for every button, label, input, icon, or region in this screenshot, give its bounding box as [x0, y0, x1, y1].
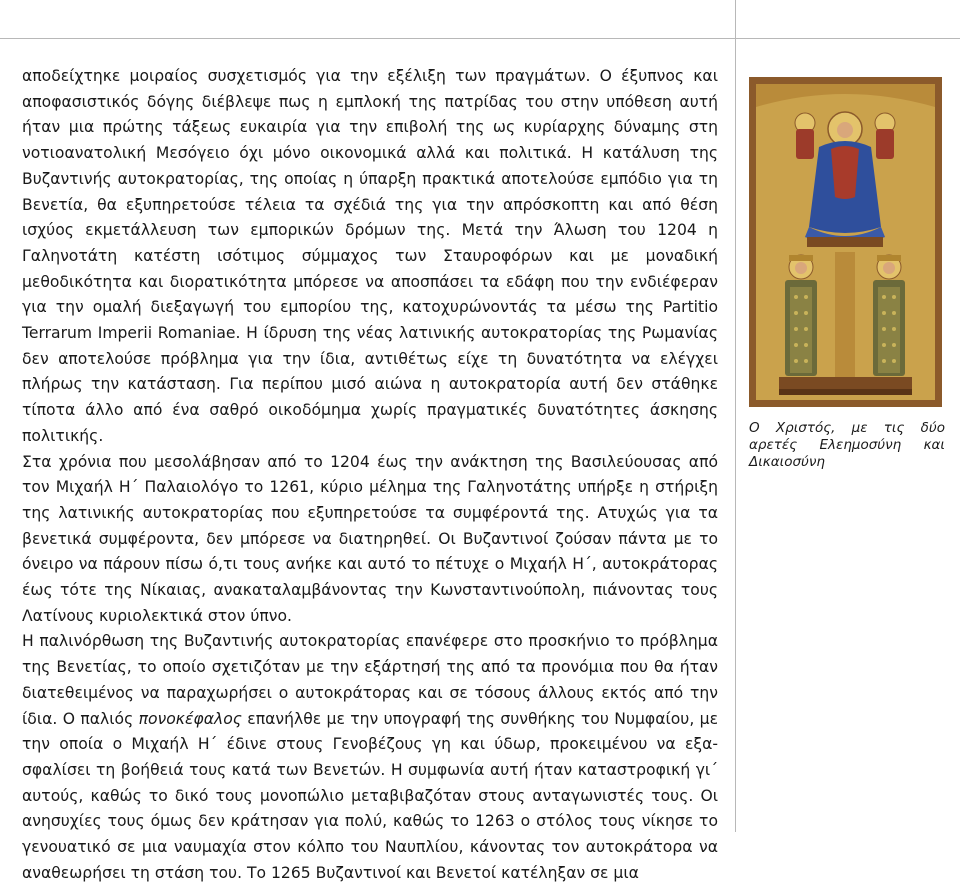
top-rule — [0, 38, 960, 39]
paragraph-1: αποδείχτηκε μοιραίος συσχετισμός για την εξέλιξη των πραγμάτων. Ο έξυπνος και αποφασιστικός δόγης διέβλεψε πως η εμπλοκή της πατρίδας του στην υπόθεση αυτή ήταν μια πρώτης τάξεως ευκαιρία για την επιβολή της ως κυρίαρχης δύναμης στη νοτιοανατολική Μεσόγειο όχι μόνο οικονομικά αλλά και πολιτικά. Η κατάλυση της Βυζαντινής αυτοκρατορίας, της οποίας η ύπαρξη πρακτικά αποτελούσε εμπόδιο για τη Βενετία, θα εξυπηρετούσε τέλεια τα σχέδιά της για την απρόσκοπτη και από θέση ισχύος εκμετάλλευση των εμπορικών δρόμων της. Μετά την Άλωση του 1204 η Γαληνοτάτη κατέστη ισότιμος σύμμαχος των Σταυροφόρων και με μοναδική μεθοδικότητα και διορατικότητα μπόρεσε να αποσπάσει τα εδάφη που την ενδιέφεραν για την ομαλή διεξαγωγή του εμπορίου της, κατοχυρώνοντάς τα μέσω της Partitio Terrarum Imperii Romaniae. Η ίδρυση της νέας λατινικής αυτοκρατορίας της Ρωμανίας δεν αποτελούσε πρόβλημα για την ίδια, αντιθέτως είχε τη δυνατότητα να ελέγχει πλήρως την κατάσταση. Για περίπου μισό αιώνα η αυτοκρατορία αυτή δεν στάθηκε τίποτα άλλο από ένα σαθρό οικοδόμημα χωρίς πραγματικές δυνατότητες άσκησης πολιτικής. — [22, 67, 718, 445]
paragraph-2: Στα χρόνια που μεσολάβησαν από το 1204 έως την ανάκτηση της Βασιλεύουσας από τον Μιχαήλ Η΄ Παλαιολόγο το 1261, κύριο μέλημα της Γαληνοτάτης υπήρξε η στήριξη της λατινικής αυτοκρατορίας που εξυπηρετούσε τα συμφέροντά της. Ατυχώς για τα βενετικά συμφέροντα, δεν μπόρεσε να διατηρηθεί. Οι Βυζαντινοί ζούσαν πάντα με το όνειρο να πάρουν πίσω ό,τι τους ανήκε και αυτό το πέτυχε ο Μιχαήλ Η΄, αυτοκράτορας έως τότε της Νίκαιας, ανακαταλαμβάνοντας την Κωνσταντινούπολη, πιάνοντας τους Λατίνους κυριολεκτικά στον ύπνο. — [22, 452, 718, 625]
body-text — [22, 64, 718, 887]
christ-face — [837, 122, 853, 138]
margin-rule — [735, 0, 736, 832]
paragraph-3-start: Η παλινόρθωση της Βυζαντινής αυτοκρατορίας επανέφερε στο προσκήνιο το πρόβλημα της Βενετίας, το οποίο σχετιζόταν με την εξάρτησή της από τα προνόμια που θα ήταν διατεθειμένος να παραχωρήσει ο αυτοκράτορας και σε τόσους άλλους εκτός από την ίδια. Ο παλιός — [22, 632, 718, 728]
paragraph-3-italic: πονοκέφαλος — [138, 709, 242, 728]
paragraph-3 — [22, 629, 718, 886]
icon-illustration — [749, 77, 942, 407]
figure-caption: Ο Χριστός, με τις δύο αρετές Ελεημοσύνη και Δικαιοσύνη — [749, 420, 945, 470]
paragraph-3-end: επανήλθε με την υπογραφή της συνθήκης του Νυμφαίου, με την οποία ο Μιχαήλ Η΄ έδινε στους Γενοβέζους γη και ύδωρ, προκειμένου να εξασφαλίσει τη βοήθειά τους κατά των Βενετών. Η συμφωνία αυτή ήταν καταστροφική γι΄ αυτούς, καθώς το δικό τους μονοπώλιο μεταβιβαζόταν στους ανταγωνιστές τους. Οι ανησυχίες τους όμως δεν κράτησαν για πολύ, καθώς το 1263 ο στόλος τους νίκησε το γενουατικό σε μια ναυμαχία στον κόλπο του Ναυπλίου, κάνοντας τον αυτοκράτορα να αναθεωρήσει τη στάση του. Το 1265 Βυζαντινοί και Βενετοί κατέληξαν σε μια — [22, 709, 718, 882]
